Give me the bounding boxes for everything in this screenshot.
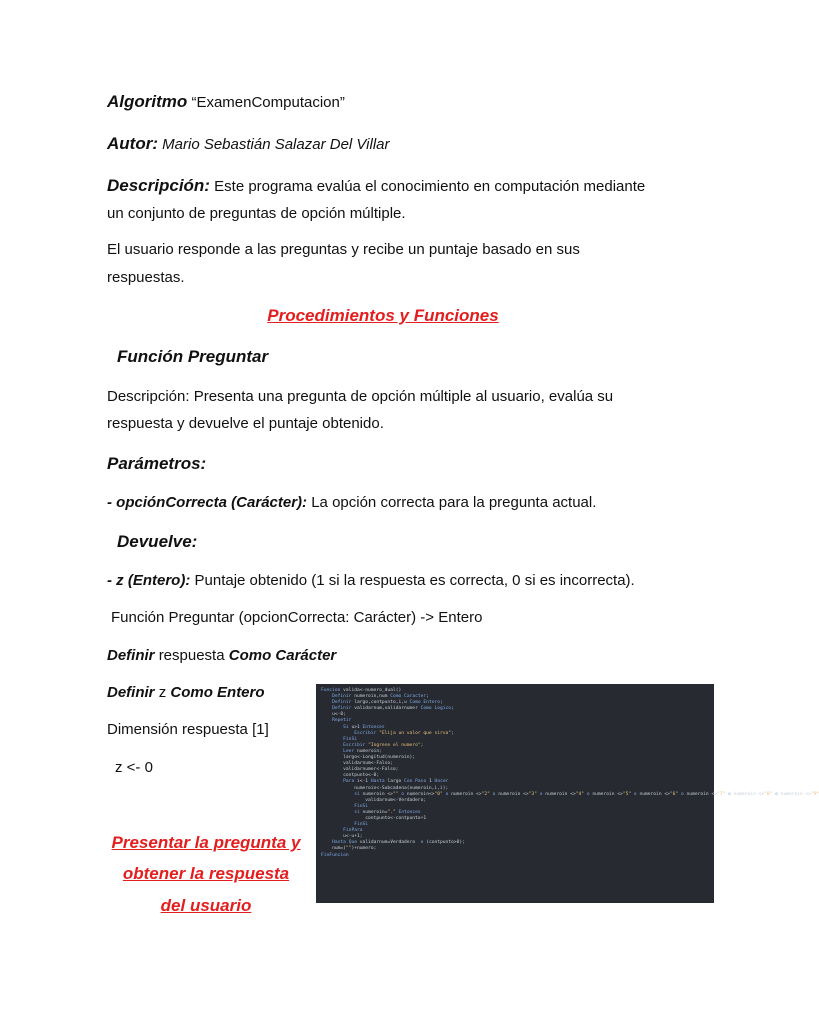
def-z (107, 683, 265, 703)
code-line: Repetir (332, 718, 352, 724)
code-line: FinPara (343, 828, 363, 834)
code-line: contpunto<-contpunto+1 (321, 815, 427, 821)
code-line: Definir numeroin,num Como Caracter; (332, 694, 429, 700)
return-desc: Puntaje obtenido (1 si la respuesta es correcta, 0 si es incorrecta). (194, 572, 635, 589)
presentar-line-2: obtener la respuesta (122, 864, 290, 883)
algoritmo-line (107, 92, 345, 112)
autor-name: Mario Sebastián Salazar Del Villar (162, 136, 390, 153)
def-respuesta (107, 646, 336, 666)
code-line: Si u>1 Entonces (343, 724, 385, 730)
assign-line: z <- 0 (115, 759, 153, 776)
devuelve-title: Devuelve: (117, 532, 198, 551)
def2-var: z (158, 684, 167, 701)
code-line: Escribir "Ingrese el numero"; (343, 742, 424, 748)
return-line (107, 571, 635, 591)
autor-line (107, 134, 390, 154)
code-line: Hasta Que validarnum=Verdadero o (contpunto>0); (332, 840, 465, 846)
usuario-line-1: El usuario responde a las preguntas y recibe un puntaje basado en sus (107, 241, 580, 258)
presentar-line-1: Presentar la pregunta y (111, 833, 301, 852)
def1-var: respuesta (158, 647, 225, 664)
code-line: si numeroin="." Entonces (354, 809, 421, 815)
code-line: Para i<-1 Hasta largo Con Paso 1 Hacer (343, 779, 449, 785)
param-name: - opciónCorrecta (Carácter): (107, 494, 308, 511)
def1-keyword: Definir (107, 647, 155, 664)
code-line: u<-0; (321, 712, 346, 718)
code-screenshot (316, 684, 819, 903)
algoritmo-name: “ExamenComputacion” (191, 94, 345, 111)
def2-type: Como Entero (170, 684, 265, 701)
code-line: num=("")+numero; (321, 846, 377, 852)
descripcion-line-2: un conjunto de preguntas de opción múltiple. (107, 205, 406, 222)
code-line: numeroin<-Subcadena(numeroin,i,i); (321, 785, 449, 791)
code-line: FinFuncion (321, 852, 349, 858)
code-line: Definir largo,contpunto,i,u Como Entero; (332, 700, 443, 706)
code-line: FinSi (354, 822, 369, 828)
descripcion-line-1 (107, 176, 645, 197)
code-line: u<-u+1; (321, 834, 363, 840)
return-name: - z (Entero): (107, 572, 191, 589)
def1-type: Como Carácter (228, 647, 337, 664)
dimension-line: Dimensión respuesta [1] (107, 721, 269, 738)
code-line: si numeroin <>"" o numeroin<>"0" o numeroin <>"2" o numeroin <>"3" o numeroin <>"4" o numeroin <>"5" o numeroin <>"6" o numeroin <>"7" o numeroin <>"8" o numeroin <>"9" (354, 791, 819, 797)
code-line: Escribir "Elija un valor que sirva"; (354, 730, 454, 736)
code-line: contpunto<-0; (321, 773, 380, 779)
parametros-title: Parámetros: (107, 454, 207, 473)
code-line: Funcion valida<-numero_dual() (321, 688, 402, 693)
funcion-desc-2: respuesta y devuelve el puntaje obtenido. (107, 415, 384, 432)
autor-label: Autor: (107, 134, 158, 153)
def2-keyword: Definir (107, 684, 155, 701)
code-line: validarnumer<-Falso; (321, 767, 399, 773)
param-desc: La opción correcta para la pregunta actual. (311, 494, 597, 511)
function-signature: Función Preguntar (opcionCorrecta: Carácter) -> Entero (111, 609, 483, 626)
section-title: Procedimientos y Funciones (267, 306, 499, 325)
funcion-title: Función Preguntar (117, 347, 269, 366)
code-line: FinSi (343, 736, 357, 742)
usuario-line-2: respuestas. (107, 269, 185, 286)
descripcion-label: Descripción: (107, 176, 210, 195)
code-line: Definir validarnum,validarnumer Como Logico; (332, 706, 454, 712)
code-line: largo<-Longitud(numeroin); (321, 755, 416, 761)
code-line: validarnum<-Falso; (321, 761, 393, 767)
code-line: FinSi (354, 803, 369, 809)
funcion-desc-1: Descripción: Presenta una pregunta de opción múltiple al usuario, evalúa su (107, 388, 614, 405)
code-line: Leer numeroin; (343, 748, 382, 754)
descripcion-text-1: Este programa evalúa el conocimiento en computación mediante (214, 178, 646, 195)
param-line (107, 493, 596, 513)
algoritmo-label: Algoritmo (107, 92, 188, 111)
code-line: validarnum<-Verdadero; (321, 797, 427, 803)
presentar-line-3: del usuario (160, 896, 252, 915)
